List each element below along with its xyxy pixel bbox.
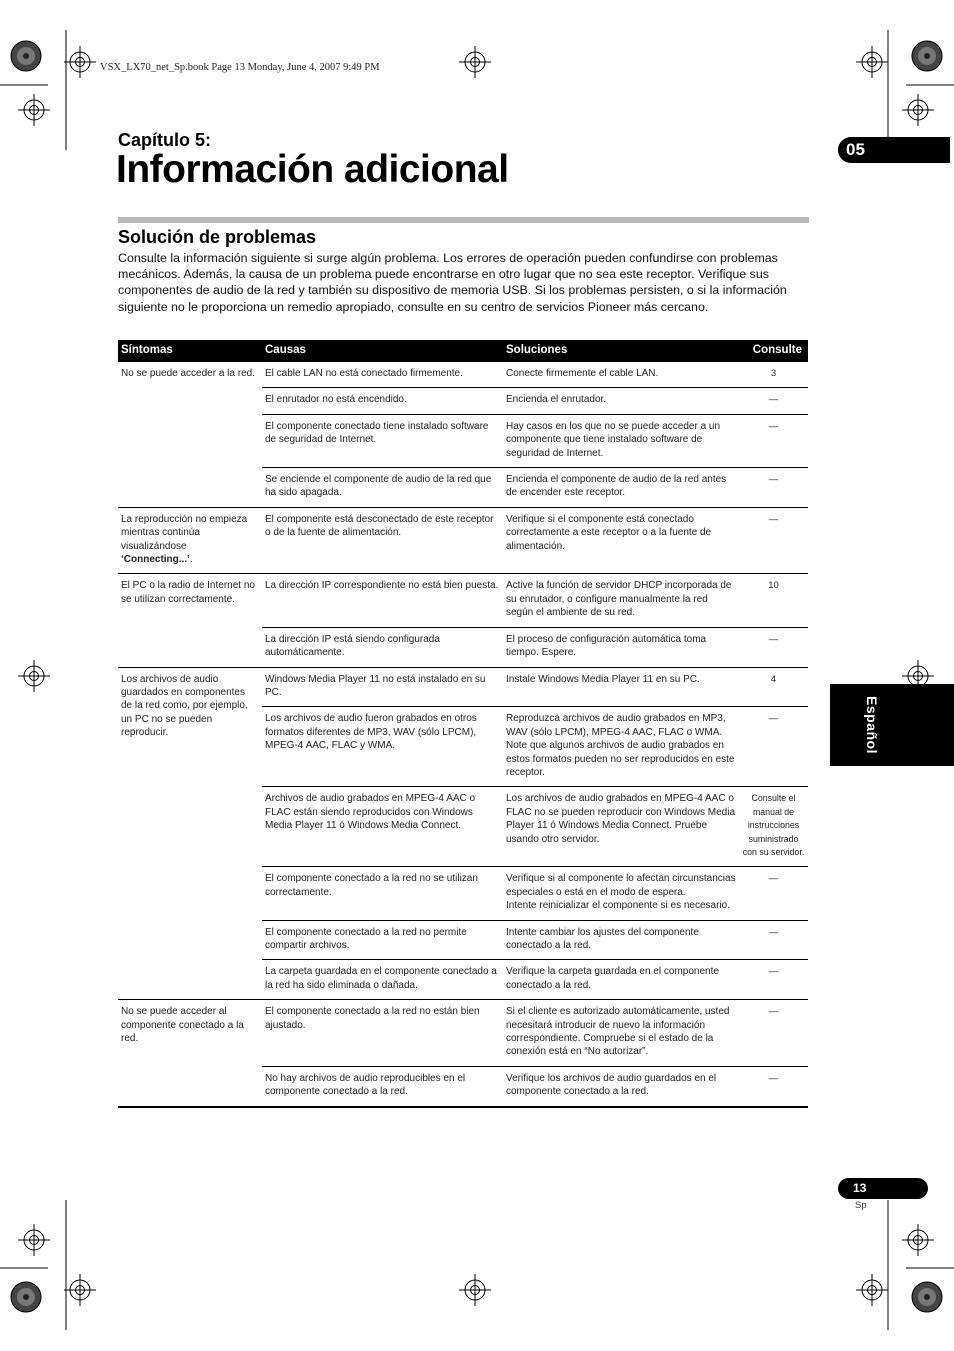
symptom-cell (118, 1000, 262, 1107)
solution-cell: Active la función de servidor DHCP incorporada de su enrutador, o configure manualmente la red según el ambiente de su red. (503, 574, 739, 627)
cause-cell: La dirección IP correspondiente no está bien puesta. (262, 574, 503, 627)
cause-cell: El componente conectado a la red no se utilizan correctamente. (262, 867, 503, 920)
section-intro: Consulte la información siguiente si surge algún problema. Los errores de operación pueden confundirse con problemas mecánicos. Además, la causa de un problema puede encontrarse en otro lugar que no sea este receptor. Verifique sus componentes de audio de la red y también su dispositivo de memoria USB. Si los problemas persisten, o si la información siguiente no le proporciona un remedio apropiado, consulte en su centro de servicios Pioneer más cercano. (118, 251, 787, 314)
solution-cell: Conecte firmemente el cable LAN. (503, 362, 739, 388)
cause-cell: Los archivos de audio fueron grabados en otros formatos diferentes de MP3, WAV (sólo LPCM), MPEG-4 AAC, FLAC y WMA. (262, 707, 503, 787)
header-causes: Causas (262, 340, 503, 362)
symptom-display-message: ‘Connecting...’ (121, 554, 190, 566)
language-side-tab (830, 684, 954, 766)
cause-cell: No hay archivos de audio reproducibles en el componente conectado a la red. (262, 1066, 503, 1106)
solution-cell: Si el cliente es autorizado automáticamente, usted necesitará introducir de nuevo la información correspondiente. Compruebe si el estado de la conexión está en “No autorizar”. (503, 1000, 739, 1067)
reference-cell: 3 (739, 362, 808, 388)
chapter-title: Información adicional (116, 148, 509, 191)
section-rule (118, 217, 809, 223)
symptom-text: La reproducción no empieza mientras continúa visualizándose (121, 513, 248, 552)
cause-cell: El componente conectado a la red no permite compartir archivos. (262, 920, 503, 960)
page-number-pill (838, 1178, 928, 1199)
reference-cell: — (739, 627, 808, 667)
solution-cell: Intente cambiar los ajustes del componente conectado a la red. (503, 920, 739, 960)
section-title: Solución de problemas (118, 227, 317, 247)
table-row (118, 667, 808, 707)
solution-cell (503, 867, 739, 920)
cause-cell: El componente está desconectado de este receptor o de la fuente de alimentación. (262, 507, 503, 574)
cause-cell: Windows Media Player 11 no está instalado en su PC. (262, 667, 503, 707)
solution-cell: Encienda el componente de audio de la red antes de encender este receptor. (503, 468, 739, 508)
reference-cell: — (739, 468, 808, 508)
solution-cell: Verifique si el componente está conectado correctamente a este receptor o a la fuente de alimentación. (503, 507, 739, 574)
reference-cell: — (739, 960, 808, 1000)
troubleshooting-table (118, 340, 808, 1108)
chapter-number: 05 (846, 140, 865, 159)
chapter-label: Capítulo 5: (118, 130, 211, 150)
symptom-text-end: . (189, 554, 193, 566)
chapter-number-tab (838, 137, 950, 163)
reference-cell: — (739, 414, 808, 467)
solution-cell: Reproduzca archivos de audio grabados en MP3, WAV (sólo LPCM), MPEG-4 AAC, FLAC o WMA. Note que algunos archivos de audio grabados en estos formatos pueden no ser reproducidos en este receptor. (503, 707, 739, 787)
solution-cell: Verifique la carpeta guardada en el componente conectado a la red. (503, 960, 739, 1000)
solution-cell: Instale Windows Media Player 11 en su PC. (503, 667, 739, 707)
table-row (118, 574, 808, 627)
reference-cell: — (739, 867, 808, 920)
table-row (118, 507, 808, 574)
symptom-text: Los archivos de audio guardados en componentes de la red como, por ejemplo, un PC no se pueden reproducir. (121, 673, 248, 739)
cause-cell: El cable LAN no está conectado firmemente. (262, 362, 503, 388)
cause-cell: La dirección IP está siendo configurada automáticamente. (262, 627, 503, 667)
page-number: 13 (853, 1181, 867, 1195)
header-solutions: Soluciones (503, 340, 739, 362)
symptom-cell (118, 667, 262, 1000)
table-header-row (118, 340, 808, 362)
symptom-text: No se puede acceder al componente conectado a la red. (121, 1006, 244, 1045)
cause-cell: Archivos de audio grabados en MPEG-4 AAC o FLAC están siendo reproducidos con Windows Media Player 11 ó Windows Media Connect. (262, 787, 503, 867)
reference-cell: — (739, 920, 808, 960)
header-see: Consulte (739, 340, 808, 362)
solution-cell: Los archivos de audio grabados en MPEG-4 AAC o FLAC no se pueden reproducir con Windows Media Player 11 ó Windows Media Connect. Pruebe usando otro servidor. (503, 787, 739, 867)
reference-cell: Consulte el manual de instrucciones suministrado con su servidor. (739, 787, 808, 867)
solution-cell: Encienda el enrutador. (503, 388, 739, 414)
print-header-line: VSX_LX70_net_Sp.book Page 13 Monday, June 4, 2007 9:49 PM (100, 62, 380, 73)
cause-cell: La carpeta guardada en el componente conectado a la red ha sido eliminada o dañada. (262, 960, 503, 1000)
header-symptoms: Síntomas (118, 340, 262, 362)
cause-cell: Se enciende el componente de audio de la red que ha sido apagada. (262, 468, 503, 508)
solution-cell: Hay casos en los que no se puede acceder a un componente que tiene instalado software de seguridad de Internet. (503, 414, 739, 467)
reference-cell: 10 (739, 574, 808, 627)
symptom-text: El PC o la radio de Internet no se utilizan correctamente. (121, 580, 255, 605)
reference-cell: — (739, 1000, 808, 1067)
symptom-cell (118, 362, 262, 507)
reference-cell: 4 (739, 667, 808, 707)
reference-cell: — (739, 388, 808, 414)
solution-text: Verifique si al componente lo afectan circunstancias especiales o está en el modo de espera. (506, 873, 736, 898)
cause-cell: El componente conectado tiene instalado software de seguridad de Internet. (262, 414, 503, 467)
reference-cell: — (739, 1066, 808, 1106)
solution-cell: Verifique los archivos de audio guardados en el componente conectado a la red. (503, 1066, 739, 1106)
cause-cell: El enrutador no está encendido. (262, 388, 503, 414)
page-language-code: Sp (855, 1200, 867, 1211)
reference-cell: — (739, 707, 808, 787)
solution-cell: El proceso de configuración automática toma tiempo. Espere. (503, 627, 739, 667)
language-label: Español (864, 696, 880, 754)
symptom-text: No se puede acceder a la red. (121, 368, 255, 379)
solution-text-extra: Intente reinicializar el componente si es necesario. (506, 900, 731, 912)
reference-cell: — (739, 507, 808, 574)
cause-cell: El componente conectado a la red no están bien ajustado. (262, 1000, 503, 1067)
symptom-cell (118, 507, 262, 574)
table-row (118, 1000, 808, 1067)
table-row (118, 362, 808, 388)
symptom-cell (118, 574, 262, 667)
